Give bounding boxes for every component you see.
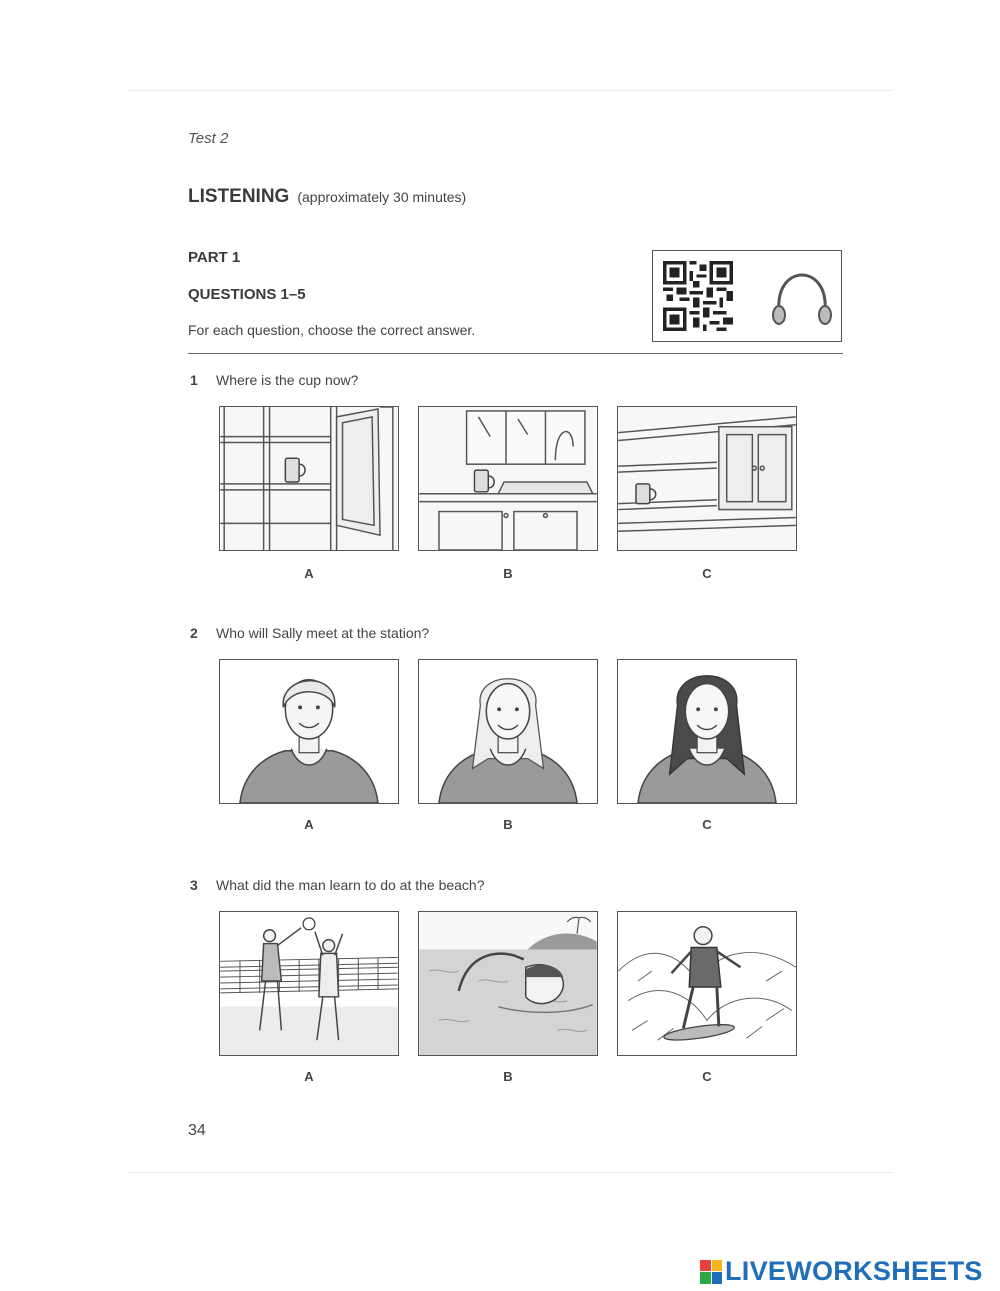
picture-woman-short-hair[interactable] <box>219 659 399 804</box>
bottom-rule <box>128 1172 893 1173</box>
test-label: Test 2 <box>188 130 229 147</box>
picture-cup-on-shelf[interactable] <box>617 406 797 551</box>
picture-cup-by-sink[interactable] <box>418 406 598 551</box>
picture-woman-long-dark-hair[interactable] <box>617 659 797 804</box>
page-number: 34 <box>188 1122 206 1139</box>
option-a-label[interactable]: A <box>304 817 314 832</box>
headphones-icon <box>767 269 837 327</box>
question-3 <box>190 877 485 893</box>
picture-cup-in-cupboard[interactable] <box>219 406 399 551</box>
qr-code-icon <box>663 261 733 331</box>
section-title-text: LISTENING <box>188 186 290 207</box>
question-text: Who will Sally meet at the station? <box>216 625 430 641</box>
audio-box <box>652 250 842 342</box>
option-a-label[interactable]: A <box>304 1069 314 1084</box>
option-b-label[interactable]: B <box>503 817 513 832</box>
section-title <box>188 186 466 208</box>
liveworksheets-icon <box>700 1260 722 1284</box>
brand-logo[interactable] <box>700 1256 983 1287</box>
question-range-heading: QUESTIONS 1–5 <box>188 286 306 303</box>
question-number: 2 <box>190 625 198 641</box>
picture-surfing[interactable] <box>617 911 797 1056</box>
question-text: Where is the cup now? <box>216 372 359 388</box>
brand-name: LIVEWORKSHEETS <box>725 1256 983 1286</box>
option-b-label[interactable]: B <box>503 1069 513 1084</box>
question-2 <box>190 625 429 641</box>
picture-woman-long-blonde-hair[interactable] <box>418 659 598 804</box>
question-text: What did the man learn to do at the beach? <box>216 877 485 893</box>
header-separator <box>188 353 843 354</box>
option-c-label[interactable]: C <box>702 817 712 832</box>
part-heading: PART 1 <box>188 249 241 266</box>
question-number: 3 <box>190 877 198 893</box>
section-duration: (approximately 30 minutes) <box>297 189 467 205</box>
question-number: 1 <box>190 372 198 388</box>
option-c-label[interactable]: C <box>702 566 712 581</box>
question-1 <box>190 372 358 388</box>
top-rule <box>128 90 893 91</box>
picture-swimming[interactable] <box>418 911 598 1056</box>
option-c-label[interactable]: C <box>702 1069 712 1084</box>
picture-volleyball[interactable] <box>219 911 399 1056</box>
option-a-label[interactable]: A <box>304 566 314 581</box>
option-b-label[interactable]: B <box>503 566 513 581</box>
instruction-text: For each question, choose the correct answer. <box>188 322 476 338</box>
